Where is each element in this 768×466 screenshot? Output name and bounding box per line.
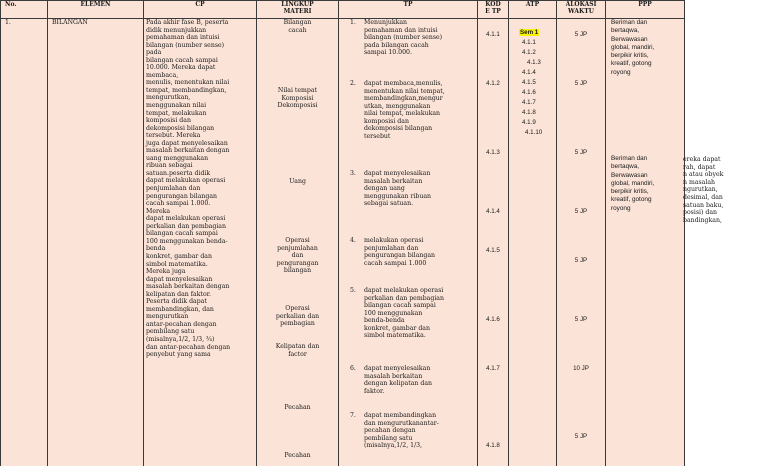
atp-semester-label: Sem 1 (520, 29, 539, 36)
atp-item: 4.1.7 (522, 99, 536, 106)
tp-number: 3. (350, 170, 356, 177)
tp-text: dapat membandingkan dan mengurutkanantar- pecahan dengan pembilang satu (misalnya,1/2, 1/3, (364, 412, 439, 450)
header-no: No. (5, 1, 17, 8)
tp-number: 4. (350, 237, 356, 244)
atp-item: 4.1.9 (522, 119, 536, 126)
header-cp: CP (195, 1, 205, 8)
header-kode-tp: KOD E TP (485, 1, 501, 15)
tp-text: dapat membaca,menulis, menentukan nilai tempat, membandingkan,mengur utkan, menggunakan nilai tempat, melakukan komposisi dan dekomposisi bilangan tersebut (364, 80, 445, 140)
tp-text: dapat menyelesaikan masalah berkaitan dengan kelipatan dan faktor. (364, 365, 432, 395)
kode-tp: 4.1.2 (486, 80, 500, 87)
atp-item: 4.1.1 (522, 39, 536, 46)
kode-tp: 4.1.6 (486, 316, 500, 323)
lingkup-nilai-tempat: Nilai tempat Komposisi Dekomposisi (277, 87, 318, 110)
alokasi-waktu: 5 JP (574, 208, 588, 215)
lingkup-uang: Uang (289, 178, 306, 185)
kode-tp: 4.1.7 (486, 365, 500, 372)
header-atp: ATP (525, 1, 540, 8)
lingkup-perkalian: Operasi perkalian dan pembagian (275, 305, 320, 328)
kode-tp: 4.1.8 (486, 442, 500, 449)
atp-semester-badge (519, 29, 539, 37)
atp-item: 4.1.10 (525, 129, 543, 136)
atp-item: 4.1.4 (522, 69, 536, 76)
header-elemen: ELEMEN (80, 1, 111, 8)
overflow-cp-text: ereka dapat rah, dapat n atau obyek n masalah ngurutkan, desimal, dan satuan baku, posisi) dan bandingkan, (683, 156, 724, 224)
header-lingkup-materi: LINGKUP MATERI (281, 1, 314, 15)
tp-number: 2. (350, 80, 356, 87)
ppp-cell-2: Beriman dan bertaqwa, Berwawasan global, mandiri, berpikir kritis, kreatif, gotong royong (611, 155, 655, 212)
elemen-cell: BILANGAN (52, 19, 88, 26)
lingkup-kelipatan: Kelipatan dan factor (275, 343, 320, 358)
tp-text: melakukan operasi penjumlahan dan pengurangan bilangan cacah sampai 1.000 (364, 237, 436, 267)
lingkup-pecahan-2: Pecahan (284, 452, 311, 459)
header-alokasi-waktu: ALOKASI WAKTU (565, 1, 597, 15)
tp-text: dapat menyelesaikan masalah berkaitan dengan uang menggunakan ribuan sebagai satuan. (364, 170, 432, 208)
tp-text: dapat melakukan operasi perkalian dan pembagian bilangan cacah sampai 100 menggunakan benda-benda konkret, gambar dan simbol matematika. (364, 287, 444, 340)
lingkup-bilangan-cacah: Bilangan cacah (283, 19, 312, 34)
header-tp: TP (403, 1, 413, 8)
ppp-cell-1: Beriman dan bertaqwa, Berwawasan global, mandiri, berpikir kritis, kreatif, gotong royong (611, 19, 655, 76)
alokasi-waktu: 10 JP (573, 365, 589, 372)
tp-text: Menunjukkan pemahaman dan intuisi bilangan (number sense) pada bilangan cacah sampai 10.000. (364, 19, 443, 57)
row-number: 1. (5, 19, 11, 26)
alokasi-waktu: 5 JP (574, 433, 588, 440)
lingkup-pecahan-1: Pecahan (284, 404, 311, 411)
alokasi-waktu: 5 JP (574, 149, 588, 156)
kode-tp: 4.1.1 (486, 31, 500, 38)
cp-cell: Pada akhir fase B, peserta didik menunjukkan pemahaman dan intuisi bilangan (number sense) pada bilangan cacah sampai 10.000. Mereka dapat membaca, menulis, menentukan nilai tempat, membandingkan, mengurutkan, menggunakan nilai tempat, melakukan komposisi dan dekomposisi bilangan tersebut. Mereka juga dapat menyelesaikan masalah berkaitan dengan uang menggunakan ribuan sebagai satuan.peserta didik dapat melakukan operasi penjumlahan dan pengurangan bilangan cacah sampai 1.000. Mereka dapat melakukan operasi perkalian dan pembagian bilangan cacah sampai 100 menggunakan benda- benda konkret, gambar dan simbol matematika. Mereka juga dapat menyelesaikan masalah berkaitan dengan kelipatan dan faktor. Peserta didik dapat membandingkan, dan mengurutkan antar-pecahan dengan pembilang satu (misalnya,1/2, 1/3, ¾) dan antar-pecahan dengan penyebut yang sama (146, 19, 231, 359)
alokasi-waktu: 5 JP (574, 257, 588, 264)
atp-item: 4.1.5 (522, 79, 536, 86)
atp-item: 4.1.3 (527, 59, 541, 66)
kode-tp: 4.1.4 (486, 208, 500, 215)
tp-number: 6. (350, 365, 356, 372)
alokasi-waktu: 5 JP (574, 80, 588, 87)
atp-item: 4.1.6 (522, 89, 536, 96)
tp-number: 1. (350, 19, 356, 26)
kode-tp: 4.1.3 (486, 149, 500, 156)
alokasi-waktu: 5 JP (574, 316, 588, 323)
tp-number: 7. (350, 412, 356, 419)
lingkup-penjumlahan: Operasi penjumlahan dan pengurangan bilangan (276, 237, 319, 275)
atp-item: 4.1.8 (522, 109, 536, 116)
header-ppp: PPP (638, 1, 652, 8)
kode-tp: 4.1.5 (486, 247, 500, 254)
tp-number: 5. (350, 287, 356, 294)
atp-item: 4.1.2 (522, 49, 536, 56)
alokasi-waktu: 5 JP (574, 31, 588, 38)
